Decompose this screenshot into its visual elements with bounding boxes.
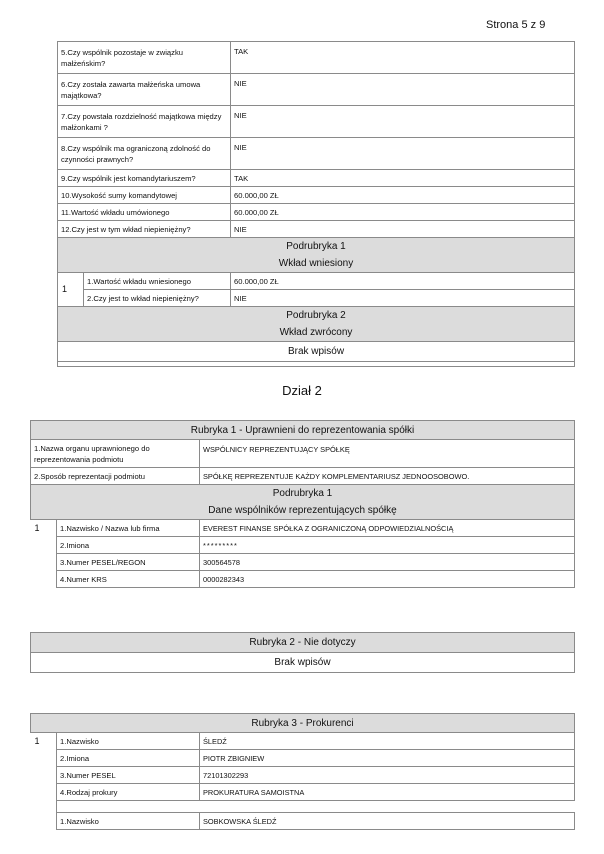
row-label: 4.Numer KRS (57, 571, 200, 588)
row-value: ********* (200, 537, 575, 554)
table-row (31, 440, 575, 468)
table-row (58, 187, 575, 204)
row-value: WSPÓLNICY REPREZENTUJĄCY SPÓŁKĘ (200, 440, 575, 468)
table-row (31, 554, 575, 571)
podrubryka-subtitle: Dane wspólników reprezentujących spółkę (208, 505, 397, 516)
table-row (31, 653, 575, 673)
row-label: 11.Wartość wkładu umówionego (58, 204, 231, 221)
rubryka-header (31, 421, 575, 440)
row-label: 1.Nazwisko / Nazwa lub firma (57, 520, 200, 537)
table-row (58, 138, 575, 170)
entry-index: 1 (31, 733, 57, 813)
table-row (31, 801, 575, 813)
row-label: 12.Czy jest w tym wkład niepieniężny? (58, 221, 231, 238)
row-label: 8.Czy wspólnik ma ograniczoną zdolność do czynności prawnych? (58, 138, 231, 170)
empty-note: Brak wpisów (58, 342, 575, 362)
row-value: SOBKOWSKA ŚLEDŹ (200, 813, 575, 830)
row-label: 3.Numer PESEL (57, 767, 200, 784)
table-row (58, 221, 575, 238)
rubryka1-table (30, 420, 575, 588)
rubryka-title: Rubryka 1 - Uprawnieni do reprezentowania spółki (31, 421, 575, 440)
empty-note: Brak wpisów (31, 653, 575, 673)
row-value: 60.000,00 ZŁ (231, 273, 575, 290)
row-value: 300564578 (200, 554, 575, 571)
rubryka-title: Rubryka 3 - Prokurenci (31, 714, 575, 733)
rubryka2-table (30, 632, 575, 673)
section-header (31, 485, 575, 520)
row-label: 1.Nazwisko (57, 733, 200, 750)
table-row (31, 813, 575, 830)
row-value: NIE (231, 138, 575, 170)
row-value: NIE (231, 290, 575, 307)
table-row (31, 784, 575, 801)
rubryka-header (31, 633, 575, 653)
entry-index (31, 813, 57, 830)
row-value: PIOTR ZBIGNIEW (200, 750, 575, 767)
row-value: ŚLEDŹ (200, 733, 575, 750)
table-row (58, 170, 575, 187)
row-label: 2.Imiona (57, 750, 200, 767)
table-row (31, 750, 575, 767)
row-label: 1.Nazwa organu uprawnionego do reprezentowania podmiotu (31, 440, 200, 468)
row-label: 9.Czy wspólnik jest komandytariuszem? (58, 170, 231, 187)
wspolnik-details-table (57, 41, 575, 367)
row-label: 2.Sposób reprezentacji podmiotu (31, 468, 200, 485)
row-value: NIE (231, 74, 575, 106)
rubryka3-table (30, 713, 575, 830)
row-label: 1.Nazwisko (57, 813, 200, 830)
row-value: NIE (231, 221, 575, 238)
podrubryka-subtitle: Wkład wniesiony (278, 258, 354, 269)
table-row (31, 571, 575, 588)
table-row (58, 204, 575, 221)
row-value: TAK (231, 42, 575, 74)
podrubryka-header (31, 485, 575, 520)
table-row (58, 106, 575, 138)
row-value: PROKURATURA SAMOISTNA (200, 784, 575, 801)
row-value: TAK (231, 170, 575, 187)
table-row (58, 290, 575, 307)
entry-index: 1 (58, 273, 84, 307)
table-row (31, 733, 575, 750)
table-row (58, 273, 575, 290)
row-label: 6.Czy została zawarta małżeńska umowa majątkowa? (58, 74, 231, 106)
row-value: 60.000,00 ZŁ (231, 187, 575, 204)
table-row (31, 767, 575, 784)
table-row (58, 42, 575, 74)
table-row (58, 342, 575, 362)
podrubryka-title: Podrubryka 1 (286, 241, 346, 252)
section-title: Dział 2 (282, 383, 322, 398)
podrubryka-header (58, 307, 575, 342)
entry-index: 1 (31, 520, 57, 588)
podrubryka-title: Podrubryka 1 (272, 488, 333, 499)
table-row (31, 468, 575, 485)
row-label: 4.Rodzaj prokury (57, 784, 200, 801)
row-label: 2.Czy jest to wkład niepieniężny? (84, 290, 231, 307)
row-label: 10.Wysokość sumy komandytowej (58, 187, 231, 204)
row-value: 0000282343 (200, 571, 575, 588)
podrubryka-title: Podrubryka 2 (286, 310, 346, 321)
row-value: 60.000,00 ZŁ (231, 204, 575, 221)
table-row (58, 74, 575, 106)
row-value: NIE (231, 106, 575, 138)
row-label: 1.Wartość wkładu wniesionego (84, 273, 231, 290)
table-spacer (58, 362, 575, 367)
podrubryka-header (58, 238, 575, 273)
table-row (31, 537, 575, 554)
section-header (58, 238, 575, 273)
page-number: Strona 5 z 9 (486, 19, 546, 31)
row-value: EVEREST FINANSE SPÓŁKA Z OGRANICZONĄ ODPOWIEDZIALNOŚCIĄ (200, 520, 575, 537)
entry-separator (57, 801, 575, 813)
rubryka-title: Rubryka 2 - Nie dotyczy (31, 633, 575, 653)
table-row (58, 362, 575, 367)
row-label: 3.Numer PESEL/REGON (57, 554, 200, 571)
podrubryka-subtitle: Wkład zwrócony (279, 327, 353, 338)
rubryka-header (31, 714, 575, 733)
section-header (58, 307, 575, 342)
row-label: 2.Imiona (57, 537, 200, 554)
row-label: 5.Czy wspólnik pozostaje w związku małżeńskim? (58, 42, 231, 74)
row-value: 72101302293 (200, 767, 575, 784)
table-row (31, 520, 575, 537)
row-label: 7.Czy powstała rozdzielność majątkowa między małżonkami ? (58, 106, 231, 138)
row-value: SPÓŁKĘ REPREZENTUJE KAŻDY KOMPLEMENTARIUSZ JEDNOOSOBOWO. (200, 468, 575, 485)
